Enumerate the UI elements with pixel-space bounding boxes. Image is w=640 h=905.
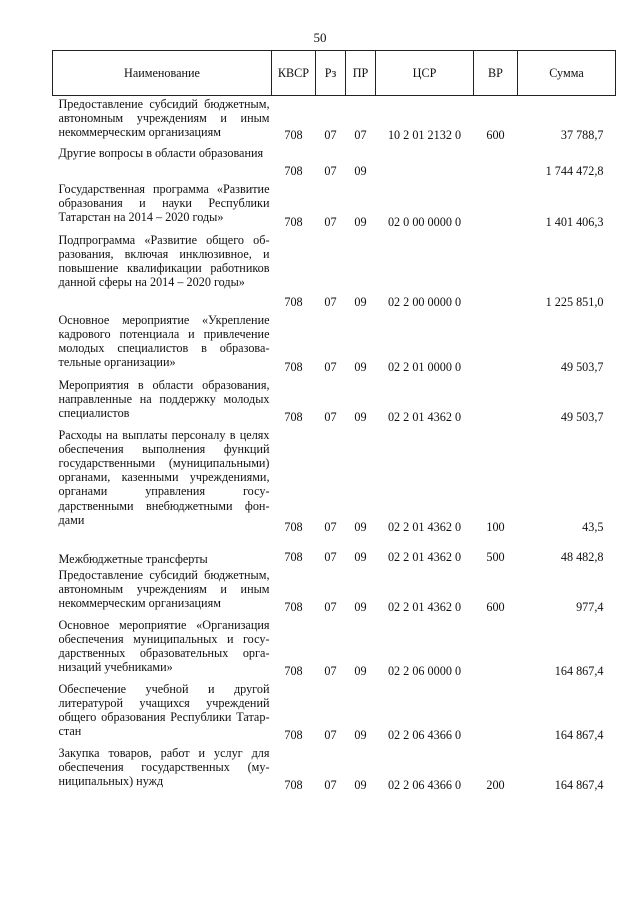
row-pr: 09 (354, 410, 367, 425)
row-rz: 07 (324, 520, 337, 535)
table-row (53, 567, 616, 617)
row-name: Подпрограмма «Развитие общего образования, включая инклюзивное, и повышение квалификации работников данной сферы на 2014 – 2020 годы» (58, 232, 270, 290)
row-kvsr: 708 (284, 164, 303, 179)
row-pr: 09 (354, 600, 367, 615)
row-kvsr: 708 (284, 550, 303, 565)
row-csr: 02 2 00 0000 0 (387, 295, 462, 310)
table-row (53, 427, 616, 537)
header-kvsr: КВСР (272, 51, 316, 96)
row-rz: 07 (324, 164, 337, 179)
row-kvsr: 708 (284, 295, 303, 310)
row-pr: 07 (354, 128, 367, 143)
row-rz: 07 (324, 295, 337, 310)
row-name: Основное мероприятие «Организация обеспечения муниципальных и государственных образовательных организаций учебниками» (58, 617, 270, 675)
row-rz: 07 (324, 600, 337, 615)
row-csr: 02 2 06 0000 0 (387, 664, 462, 679)
row-rz: 07 (324, 410, 337, 425)
row-pr: 09 (354, 520, 367, 535)
row-vr (474, 181, 518, 232)
row-sum: 49 503,7 (560, 410, 604, 425)
row-csr: 02 2 01 4362 0 (387, 520, 462, 535)
row-csr: 02 2 01 0000 0 (387, 360, 462, 375)
row-vr (474, 232, 518, 312)
header-vr: ВР (474, 51, 518, 96)
table-row (53, 96, 616, 145)
table-row (53, 377, 616, 427)
row-pr: 09 (354, 778, 367, 793)
table-row (53, 181, 616, 232)
header-csr: ЦСР (376, 51, 474, 96)
row-sum: 164 867,4 (554, 778, 604, 793)
row-rz: 07 (324, 215, 337, 230)
row-sum: 164 867,4 (554, 664, 604, 679)
row-vr (474, 617, 518, 681)
row-kvsr: 708 (284, 600, 303, 615)
row-vr: 500 (486, 550, 505, 565)
row-sum: 37 788,7 (560, 128, 604, 143)
row-name: Основное мероприятие «Укрепление кадрового потенциала и привлечение молодых специалистов в образовательные организации» (58, 312, 270, 370)
header-rz: Рз (316, 51, 346, 96)
row-vr: 100 (486, 520, 505, 535)
row-rz: 07 (324, 550, 337, 565)
row-csr: 02 2 01 4362 0 (387, 600, 462, 615)
row-pr: 09 (354, 664, 367, 679)
row-name: Предоставление субсидий бюджетным, автономным учреждениям и иным некоммерческим организациям (58, 97, 270, 140)
row-name: Обеспечение учебной и другой литературой учащихся учреждений общего образования Республики Татарстан (58, 681, 270, 739)
table-row (53, 745, 616, 795)
row-vr: 600 (486, 128, 505, 143)
row-kvsr: 708 (284, 215, 303, 230)
table-row (53, 617, 616, 681)
row-csr: 02 2 01 4362 0 (387, 410, 462, 425)
page-number: 50 (313, 30, 327, 45)
header-pr: ПР (346, 51, 376, 96)
row-kvsr: 708 (284, 410, 303, 425)
row-vr (474, 377, 518, 427)
row-vr: 600 (486, 600, 505, 615)
row-rz: 07 (324, 778, 337, 793)
row-kvsr: 708 (284, 778, 303, 793)
row-name: Мероприятия в области образования, направленные на поддержку молодых специалистов (58, 377, 270, 420)
table-row (53, 312, 616, 377)
row-name: Межбюджетные трансферты (58, 552, 208, 567)
row-vr (474, 145, 518, 181)
row-csr: 02 0 00 0000 0 (387, 215, 462, 230)
row-rz: 07 (324, 664, 337, 679)
row-rz: 07 (324, 360, 337, 375)
row-name: Другие вопросы в области образования (58, 145, 264, 160)
row-sum: 164 867,4 (554, 728, 604, 743)
row-name: Расходы на выплаты персоналу в целях обеспечения выполнения функций государственными (муниципальными) органами, казенными учреждениями, органами управления государственными внебюджетными фондами (58, 427, 270, 527)
row-kvsr: 708 (284, 728, 303, 743)
row-csr (376, 145, 474, 181)
table-row (53, 145, 616, 181)
row-kvsr: 708 (284, 128, 303, 143)
row-csr: 10 2 01 2132 0 (387, 128, 462, 143)
header-name: Наименование (53, 51, 272, 96)
row-vr (474, 312, 518, 377)
row-pr: 09 (354, 728, 367, 743)
row-sum: 48 482,8 (560, 550, 604, 565)
row-sum: 49 503,7 (560, 360, 604, 375)
table-header-row (53, 51, 616, 96)
row-name: Закупка товаров, работ и услуг для обеспечения государственных (муниципальных) нужд (58, 745, 270, 788)
table-row (53, 232, 616, 312)
row-csr: 02 2 01 4362 0 (387, 550, 462, 565)
row-sum: 977,4 (576, 600, 604, 615)
row-name: Государственная программа «Развитие образования и науки Республики Татарстан на 2014 – 2020 годы» (58, 181, 270, 224)
row-sum: 43,5 (582, 520, 604, 535)
table-row (53, 537, 616, 567)
row-rz: 07 (324, 128, 337, 143)
table-row (53, 681, 616, 745)
row-vr (474, 681, 518, 745)
row-sum: 1 744 472,8 (545, 164, 604, 179)
row-pr: 09 (354, 295, 367, 310)
header-sum: Сумма (518, 51, 616, 96)
row-rz: 07 (324, 728, 337, 743)
row-kvsr: 708 (284, 664, 303, 679)
row-vr: 200 (486, 778, 505, 793)
row-pr: 09 (354, 164, 367, 179)
row-sum: 1 401 406,3 (545, 215, 604, 230)
row-pr: 09 (354, 360, 367, 375)
row-pr: 09 (354, 215, 367, 230)
budget-table (52, 50, 616, 795)
row-pr: 09 (354, 550, 367, 565)
row-name: Предоставление субсидий бюджетным, автономным учреждениям и иным некоммерческим организациям (58, 567, 270, 610)
row-csr: 02 2 06 4366 0 (387, 728, 462, 743)
row-kvsr: 708 (284, 360, 303, 375)
row-kvsr: 708 (284, 520, 303, 535)
row-sum: 1 225 851,0 (545, 295, 604, 310)
row-csr: 02 2 06 4366 0 (387, 778, 462, 793)
